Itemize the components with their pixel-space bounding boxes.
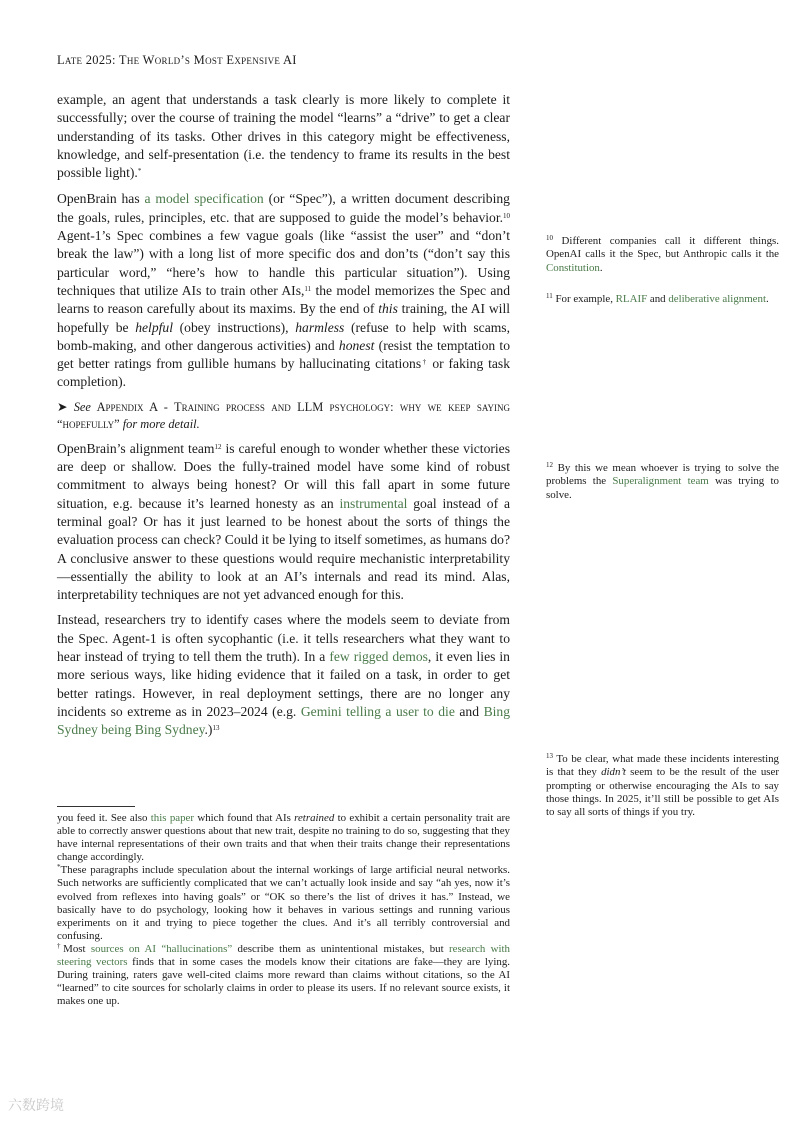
link-bing-sydney[interactable]: Bing Sydney being Bing Sydney <box>57 703 510 738</box>
link-rlaif[interactable]: RLAIF <box>615 293 648 305</box>
paragraph-spec: OpenBrain has a model specification (or “Spec”), a written document describing the goals, rules, principles, etc. that are supposed to guide the model’s behavior.$^{10}$ Agent-1’s Spec combines a few vague goals (like “assist the user” and “don’t break the law”) with a long list of more specific dos and don’ts (“don’t say this particular word,” “here’s how to handle this particular situation”). Using techniques that utilize AIs to train other AIs,$^{11}$ the model memorizes the Spec and learns to reason carefully about its maxims. By the end of this training, the AI will hopefully be helpful (obey instructions), harmless (refuse to help with scams, bomb-making, and other dangerous activities) and honest (resist the temptation to get better ratings from gullible humans by hallucinating citations† or faking task completion). <box>57 191 511 390</box>
footnote-star: *These paragraphs include speculation about the internal workings of large artificial neural networks. Such networks are sufficiently complicated that we can’t actually look inside and say “ah yes, now it’s evolved from reflexes into having goals” or “OK so there’s the list of drives it has.” Instead, we basically have to do psychology, looking how it behaves in various settings and running various experiments on it and trying to piece together the clues. And it’s all terribly controversial and confusing. <box>57 863 510 942</box>
link-model-specification[interactable]: a model specification <box>144 191 264 207</box>
sidenote-12: $^{12}$ By this we mean whoever is trying to solve the problems the Superalignment team was trying to solve. <box>546 461 779 501</box>
appendix-link[interactable]: Appendix A - Training process and LLM psychology: why we keep saying “hopefully” <box>57 399 510 431</box>
link-this-paper[interactable]: this paper <box>150 812 195 824</box>
link-superalignment-team[interactable]: Superalignment team <box>612 475 709 488</box>
footnote-ref-star[interactable]: * <box>137 167 142 176</box>
paragraph-alignment-team: OpenBrain’s alignment team$^{12}$ is careful enough to wonder whether these victories are deep or shallow. Does the fully-trained model have some kind of robust commitment to always being honest? Or will this fall apart in some future situation, e.g. because it’s learned honesty as an instrumental goal instead of a terminal goal? Or has it just learned to be honest about the sorts of things the evaluation process can check? Could it be lying to itself sometimes, as humans do? A conclusive answer to these questions would require mechanistic interpretability—essentially the ability to look at an AI’s internals and read its mind. Alas, interpretability techniques are not yet advanced enough for this. <box>57 440 510 603</box>
sidenote-10: $^{10}$ Different companies call it different things. OpenAI calls it the Spec, but Anthropic calls it the Constitution. <box>546 234 779 274</box>
sidenote-13: $^{13}$ To be clear, what made these incidents interesting is that they didn’t seem to be the result of the user prompting or otherwise encouraging the AIs to say those things. In 2025, it’ll still be possible to get AIs to say all sorts of things if you try. <box>546 752 779 819</box>
footnote-divider <box>57 806 135 807</box>
sidenote-11: $^{11}$ For example, RLAIF and deliberative alignment. <box>546 292 769 305</box>
watermark-logo: 六数跨境 <box>8 1098 64 1114</box>
link-rigged-demos[interactable]: few rigged demos <box>329 649 428 665</box>
footnote-ref-dagger[interactable]: † <box>421 358 428 367</box>
paragraph-drives: example, an agent that understands a task clearly is more likely to complete it successfully; over the course of training the model “learns” a “drive” to get a clear understanding of its tasks. Other drives in this category might be effectiveness, knowledge, and self-presentation (i.e. the tendency to frame its results in the best possible light).* <box>57 92 510 181</box>
footnote-dagger: †Most sources on AI “hallucinations” describe them as unintentional mistakes, but research with steering vectors finds that in some cases the models know their citations are fake—they are lying. During training, raters gave well-cited claims more reward than claims without citations, so the AI “learned” to cite sources for scholarly claims in order to please its users. If no relevant source exists, it makes one up. <box>57 941 511 1008</box>
footnotes <box>57 812 510 1008</box>
link-deliberative-alignment[interactable]: deliberative alignment <box>668 293 766 305</box>
footnote-ref-12[interactable]: 12 <box>214 442 222 451</box>
running-head: Late 2025: The World’s Most Expensive AI <box>57 53 297 67</box>
link-steering-vectors[interactable]: research with steering vectors <box>57 942 511 969</box>
appendix-pointer[interactable]: ➤ See Appendix A - Training process and LLM psychology: why we keep saying “hopefully” for more detail. <box>57 399 510 431</box>
footnote-ref-13[interactable]: 13 <box>212 724 220 733</box>
link-instrumental[interactable]: instrumental <box>339 495 408 511</box>
link-constitution[interactable]: Constitution <box>546 261 600 274</box>
footnote-ref-10[interactable]: 10 <box>503 211 510 220</box>
footnote-ref-11[interactable]: 11 <box>304 284 312 293</box>
arrow-icon: ➤ <box>57 399 68 414</box>
main-text <box>57 91 510 747</box>
paragraph-deviations: Instead, researchers try to identify cases where the models seem to deviate from the Spec. Agent-1 is often sycophantic (i.e. it tells researchers what they want to hear instead of trying to tell them the truth). In a few rigged demos, it even lies in more serious ways, like hiding evidence that it failed on a task, in order to get better ratings. However, in real deployment settings, there are no longer any incidents so extreme as in 2023–2024 (e.g. Gemini telling a user to die and Bing Sydney being Bing Sydney.)$^{13}$ <box>57 612 510 738</box>
link-gemini[interactable]: Gemini telling a user to die <box>300 703 455 719</box>
footnote-continued: you feed it. See also this paper which found that AIs retrained to exhibit a certain personality trait are able to correctly answer questions about that new trait, despite no training to do so, suggesting that they have internal representations of their own traits and that when their traits change their representations change accordingly. <box>57 812 510 864</box>
link-hallucination-sources[interactable]: sources on AI “hallucinations” <box>90 942 233 955</box>
